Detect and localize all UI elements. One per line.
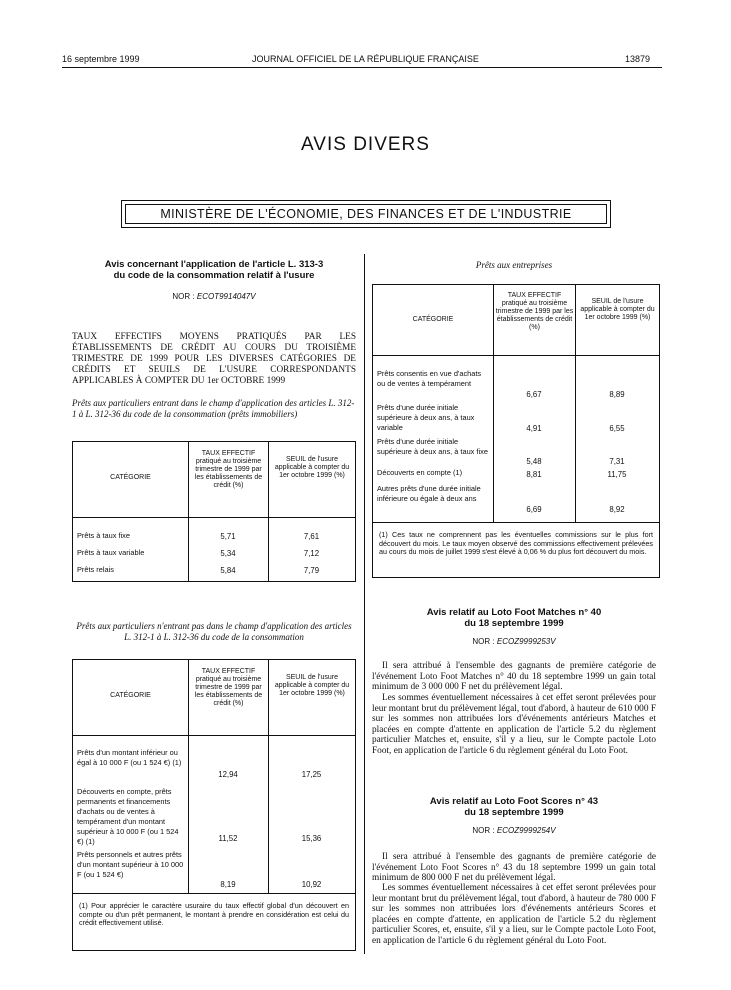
table-cell-seuil: 7,12: [303, 549, 320, 558]
table-cell-seuil: 8,92: [609, 505, 625, 514]
table-cell-taux: 6,69: [526, 505, 542, 514]
nor-value: ECOZ9999254V: [496, 826, 556, 835]
loto-matches-nor: [372, 637, 656, 646]
table-divider: [73, 517, 355, 518]
table-row-label: Prêts d'un montant inférieur ou égal à 10 000 F (ou 1 524 €) (1): [77, 748, 182, 767]
column-header-seuil: SEUIL de l'usure applicable à compter du 1er octobre 1999 (%): [274, 674, 350, 697]
column-header-taux: TAUX EFFECTIF pratiqué au troisième trimestre de 1999 par les établissements de crédit (%): [194, 668, 263, 707]
column-header-taux: TAUX EFFECTIF pratiqué au troisième trimestre de 1999 par les établissements de crédit (%): [194, 450, 263, 489]
ministry-title: MINISTÈRE DE L'ÉCONOMIE, DES FINANCES ET DE L'INDUSTRIE: [125, 204, 607, 224]
nor-label: NOR :: [472, 826, 495, 835]
loto-scores-title-line1: Avis relatif au Loto Foot Scores n° 43: [429, 796, 599, 807]
table-cell-taux: 6,67: [526, 390, 542, 399]
column-header-categorie: CATÉGORIE: [110, 692, 151, 699]
loto-scores-paragraph-2: Les sommes éventuellement nécessaires à cet effet seront prélevées pour leur montant brut du prélèvement légal, tout d'abord, à hauteur de 780 000 F sur les sommes non attribuées lors d'événements antérieurs Scores et placées en compte d'attente, en application de l'article 5.2 du règlement particulier Scores, et, ensuite, s'il y a lieu, sur le Compte pactole Loto Foot, en application de l'article 6 du règlement général du Loto Foot.: [372, 883, 656, 946]
section-immobiliers-title: Prêts aux particuliers entrant dans le champ d'application des articles L. 312-1 à L. 312-36 du code de la consommation (prêts immobiliers): [72, 398, 355, 419]
table-row-label: Prêts consentis en vue d'achats ou de ventes à tempérament: [377, 369, 482, 388]
table-row-label: Découverts en compte (1): [377, 468, 463, 477]
table-cell-seuil: 17,25: [301, 770, 322, 779]
table-prets-entreprises: [372, 284, 660, 578]
table-row-label: Prêts d'une durée initiale supérieure à deux ans, à taux variable: [377, 403, 475, 432]
table-footnote: (1) Ces taux ne comprennent pas les éventuelles commissions sur le plus fort découvert du mois. Le taux moyen observé des commissions effectivement prélevées au cours du mois de juillet 1999 s'est élevé à 0,06 % du plus fort découvert du mois.: [379, 530, 653, 557]
loto-scores-title: [372, 796, 656, 818]
loto-matches-paragraph-1: Il sera attribué à l'ensemble des gagnants de première catégorie de l'événement Loto Foot Matches n° 40 du 18 septembre 1999 un gain total minimum de 3 000 000 F net du prélèvement légal.: [372, 661, 656, 693]
table-cell-taux: 8,81: [526, 470, 542, 479]
table-divider: [188, 442, 189, 581]
column-header-categorie: CATÉGORIE: [110, 474, 151, 481]
table-row-label: Prêts personnels et autres prêts d'un montant supérieur à 10 000 F (ou 1 524 €): [77, 850, 184, 879]
table-cell-seuil: 7,79: [303, 566, 320, 575]
table-cell-seuil: 8,89: [609, 390, 625, 399]
table-cell-seuil: 7,31: [609, 457, 625, 466]
column-header-seuil: SEUIL de l'usure applicable à compter du 1er octobre 1999 (%): [274, 456, 350, 479]
usure-caps-intro: TAUX EFFECTIFS MOYENS PRATIQUÉS PAR LES ÉTABLISSEMENTS DE CRÉDIT AU COURS DU TROISIÈME TRIMESTRE DE 1999 POUR LES DIVERSES CATÉGORIES DE CRÉDITS ET SEUILS DE L'USURE CORRESPONDANTS APPLICABLES À COMPTER DU 1er OCTOBRE 1999: [72, 332, 356, 386]
table-divider: [373, 522, 659, 523]
table-cell-taux: 5,71: [220, 532, 236, 541]
table-divider: [268, 442, 269, 581]
column-header-categorie: CATÉGORIE: [412, 316, 454, 323]
table-prets-immobiliers: [72, 441, 356, 582]
loto-matches-paragraph-2: Les sommes éventuellement nécessaires à cet effet seront prélevées pour leur montant brut du prélèvement légal, tout d'abord, à hauteur de 610 000 F sur les sommes non attribuées lors d'événements antérieurs Matches et placées en compte d'attente en application de l'article 5.2 du règlement particulier Matches et, ensuite, s'il y a lieu, sur le Compte pactole Loto Foot, en application de l'article 6 du règlement général du Loto Foot.: [372, 693, 656, 756]
nor-label: NOR :: [172, 292, 195, 301]
header-date: 16 septembre 1999: [62, 54, 140, 64]
header-rule: [62, 67, 662, 68]
usure-title-line2: du code de la consommation relatif à l'usure: [113, 270, 315, 281]
table-row-label: Autres prêts d'une durée initiale inférieure ou égale à deux ans: [377, 484, 481, 503]
table-cell-taux: 8,19: [220, 880, 236, 889]
table-prets-non-immobiliers: [72, 659, 356, 951]
table-cell-seuil: 11,75: [607, 470, 627, 479]
loto-scores-nor: [372, 826, 656, 835]
table-divider: [373, 355, 659, 356]
table-cell-seuil: 15,36: [301, 834, 322, 843]
table-cell-taux: 4,91: [526, 424, 542, 433]
table-cell-seuil: 6,55: [609, 424, 625, 433]
table-cell-taux: 5,48: [526, 457, 542, 466]
table-cell-taux: 12,94: [218, 770, 238, 779]
table-divider: [73, 735, 355, 736]
column-header-seuil: SEUIL de l'usure applicable à compter du 1er octobre 1999 (%): [580, 298, 655, 321]
loto-scores-paragraph-1: Il sera attribué à l'ensemble des gagnants de première catégorie de l'événement Loto Foot Scores n° 43 du 18 septembre 1999 un gain total minimum de 800 000 F net du prélèvement légal.: [372, 852, 656, 884]
header-journal: JOURNAL OFFICIEL DE LA RÉPUBLIQUE FRANÇAISE: [252, 54, 479, 64]
table-cell-taux: 5,34: [220, 549, 236, 558]
usure-title: [72, 259, 356, 281]
table-divider: [73, 893, 355, 894]
table-cell-taux: 11,52: [218, 834, 238, 843]
table-divider: [493, 285, 494, 523]
table-divider: [575, 285, 576, 523]
usure-title-line1: Avis concernant l'application de l'article L. 313-3: [104, 259, 324, 270]
nor-label: NOR :: [472, 637, 495, 646]
table-row-label: Prêts relais: [77, 565, 114, 574]
nor-value: ECOZ9999253V: [496, 637, 556, 646]
nor-value: ECOT9914047V: [196, 292, 256, 301]
column-header-taux: TAUX EFFECTIF pratiqué au troisième trimestre de 1999 par les établissements de crédit (%): [495, 292, 574, 331]
table-row-label: Prêts à taux variable: [77, 548, 145, 557]
section-non-immobiliers-title: Prêts aux particuliers n'entrant pas dans le champ d'application des articles L. 312-1 à L. 312-36 du code de la consommation: [76, 621, 352, 642]
table-cell-seuil: 7,61: [303, 532, 320, 541]
usure-nor: [72, 292, 356, 301]
section-entreprises-title: Prêts aux entreprises: [475, 260, 553, 270]
loto-scores-title-line2: du 18 septembre 1999: [464, 807, 564, 818]
table-row-label: Prêts d'une durée initiale supérieure à deux ans, à taux fixe: [377, 437, 488, 456]
table-row-label: Prêts à taux fixe: [77, 531, 130, 540]
column-divider: [364, 254, 365, 954]
loto-matches-title-line1: Avis relatif au Loto Foot Matches n° 40: [426, 607, 602, 618]
ministry-box: [121, 200, 611, 228]
table-row-label: Découverts en compte, prêts permanents et financements d'achats ou de ventes à tempérament d'un montant supérieur à 10 000 F (ou 1 524 €) (1): [77, 787, 179, 846]
table-cell-taux: 5,84: [220, 566, 236, 575]
loto-matches-title: [372, 607, 656, 629]
header-page-number: 13879: [625, 54, 651, 64]
loto-matches-title-line2: du 18 septembre 1999: [464, 618, 564, 629]
table-cell-seuil: 10,92: [301, 880, 322, 889]
table-footnote: (1) Pour apprécier le caractère usuraire du taux effectif global d'un découvert en compte ou d'un prêt permanent, le montant à prendre en considération est celui du crédit effectivement utilisé.: [79, 901, 349, 928]
page-title: AVIS DIVERS: [301, 134, 430, 155]
